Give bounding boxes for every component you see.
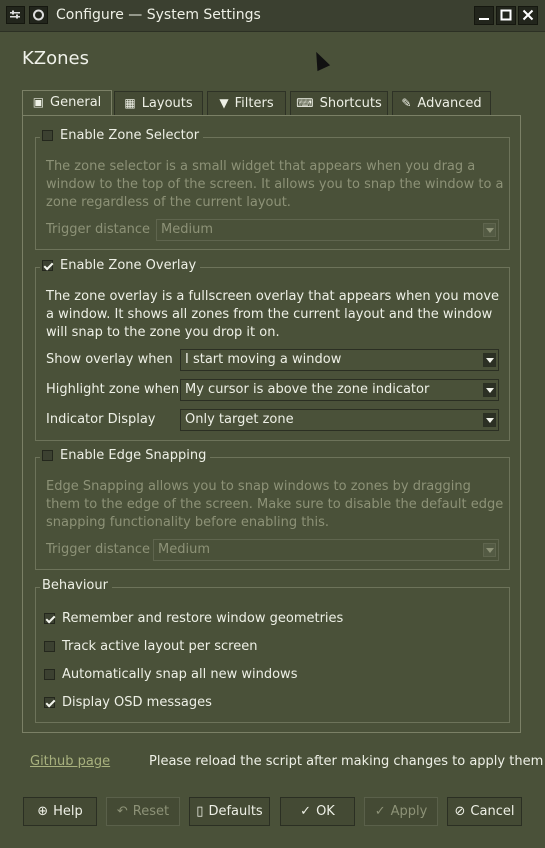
edge-snapping-checkbox[interactable] (42, 450, 53, 461)
tab-layouts[interactable]: ▦ Layouts (114, 91, 203, 115)
window-title: Configure — System Settings (56, 7, 261, 23)
settings-app-icon[interactable] (6, 6, 25, 24)
zone-overlay-group (35, 258, 510, 441)
close-button[interactable] (518, 6, 538, 25)
edge-snapping-group (35, 448, 510, 570)
remember-geometries-option[interactable]: Remember and restore window geometries (44, 611, 343, 626)
apply-button[interactable]: ✓ Apply (364, 797, 438, 826)
reset-icon: ↶ (116, 804, 128, 819)
kwin-script-icon[interactable] (29, 6, 48, 24)
layouts-icon: ▦ (124, 96, 136, 110)
maximize-button[interactable] (496, 6, 516, 25)
zone-selector-trigger-label: Trigger distance (46, 222, 151, 237)
show-overlay-select[interactable]: I start moving a window (180, 349, 499, 371)
keyboard-icon: ⌨ (296, 96, 314, 110)
track-layout-checkbox[interactable] (44, 641, 55, 652)
edge-snapping-trigger-select[interactable]: Medium (153, 539, 499, 561)
display-osd-checkbox[interactable] (44, 697, 55, 708)
chevron-down-icon (483, 223, 496, 237)
behaviour-title: Behaviour (40, 578, 112, 593)
minimize-button[interactable] (474, 6, 494, 25)
zone-overlay-checkbox[interactable] (42, 260, 53, 271)
title-bar (0, 0, 545, 32)
display-osd-option[interactable]: Display OSD messages (44, 695, 212, 710)
defaults-button[interactable]: ▯ Defaults (189, 797, 270, 826)
ok-button[interactable]: ✓ OK (280, 797, 355, 826)
highlight-zone-select[interactable]: My cursor is above the zone indicator (180, 379, 499, 401)
chevron-down-icon (483, 383, 496, 397)
chevron-down-icon (483, 413, 496, 427)
zone-overlay-toggle[interactable]: Enable Zone Overlay (40, 258, 200, 273)
cancel-icon: ⊘ (454, 804, 466, 819)
checkmark-icon: ✓ (374, 804, 386, 819)
auto-snap-checkbox[interactable] (44, 669, 55, 680)
highlight-zone-label: Highlight zone when (46, 382, 180, 397)
track-layout-option[interactable]: Track active layout per screen (44, 639, 257, 654)
wrench-icon: ✎ (401, 96, 412, 110)
edge-snapping-toggle[interactable]: Enable Edge Snapping (40, 448, 210, 463)
tab-shortcuts[interactable]: ⌨ Shortcuts (290, 91, 388, 115)
help-button[interactable]: ⊕ Help (23, 797, 97, 826)
zone-selector-checkbox[interactable] (42, 130, 53, 141)
chevron-down-icon (483, 543, 496, 557)
filter-icon: ▼ (219, 96, 229, 110)
remember-geometries-checkbox[interactable] (44, 613, 55, 624)
zone-selector-description: The zone selector is a small widget that appears when you drag a window to the top of the screen. It allows you to snap the window to a zone regardless of the current layout. (46, 159, 504, 210)
chevron-down-icon (483, 353, 496, 367)
maximize-icon (497, 7, 515, 24)
indicator-display-label: Indicator Display (46, 412, 156, 427)
behaviour-group (35, 578, 510, 723)
github-page-link[interactable]: Github page (30, 754, 111, 769)
tab-filters[interactable]: ▼ Filters (207, 91, 286, 115)
zone-overlay-description: The zone overlay is a fullscreen overlay that appears when you move a window. It shows all zones from the current layout and the window will snap to the zone you drop it on. (46, 289, 500, 340)
zone-selector-trigger-select[interactable]: Medium (156, 219, 499, 241)
cancel-button[interactable]: ⊘ Cancel (447, 797, 522, 826)
edge-snapping-trigger-label: Trigger distance (46, 542, 151, 557)
edge-snapping-description: Edge Snapping allows you to snap windows to zones by dragging them to the edge of the screen. Make sure to disable the default edge snapping functionality before enabling this. (46, 479, 504, 530)
auto-snap-option[interactable]: Automatically snap all new windows (44, 667, 297, 682)
page-title: KZones (22, 48, 90, 69)
mouse-cursor-icon (310, 49, 330, 71)
reload-note: Please reload the script after making changes to apply them (149, 754, 544, 769)
close-icon (519, 7, 537, 24)
document-icon: ▯ (196, 804, 204, 819)
indicator-display-select[interactable]: Only target zone (180, 409, 499, 431)
minimize-icon (475, 7, 493, 24)
zone-selector-group (35, 128, 510, 250)
tab-general[interactable]: ▣ General (22, 90, 112, 116)
general-tab-panel (22, 115, 521, 733)
tab-advanced[interactable]: ✎ Advanced (392, 91, 491, 115)
reset-button[interactable]: ↶ Reset (106, 797, 180, 826)
help-icon: ⊕ (37, 804, 49, 819)
general-icon: ▣ (32, 95, 45, 109)
checkmark-icon: ✓ (300, 804, 312, 819)
show-overlay-label: Show overlay when (46, 352, 173, 367)
zone-selector-toggle[interactable]: Enable Zone Selector (40, 128, 203, 143)
